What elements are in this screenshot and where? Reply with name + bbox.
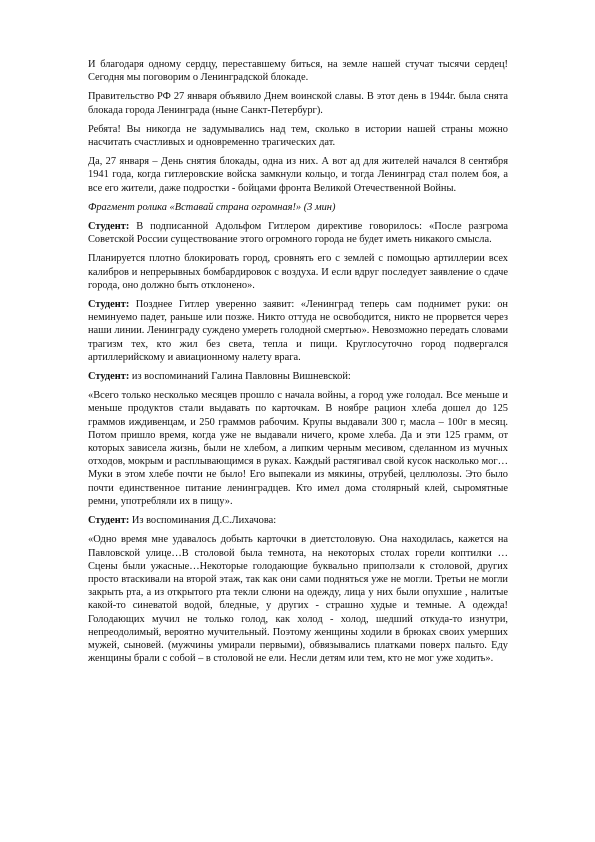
student-directive-paragraph: Студент: В подписанной Адольфом Гитлером директиве говорилось: «После разгрома Советской России существование этого огромного города не будет иметь никакого смысла.	[88, 221, 508, 246]
vishnevskaya-quote: «Всего только несколько месяцев прошло с начала войны, а город уже голодал. Все меньше и меньше продуктов стали выдавать по карточкам. В ноябре рацион хлеба дошел до 125 граммов иждивенцам, и 250 граммов рабочим. Крупы выдавали 300 г, масла – 100г в месяц. Потом пришло время, когда уже не выдавали ничего, кроме хлеба. Да и эти 125 грамм, от которых зависела жизнь, были не хлебом, а липким черным месивом, сделанном из мучных отходов, мокрым и расплывающимся в руках. Каждый растягивал свой кусок насколько мог… Муки в этом хлебе почти не было! Его выпекали из мякины, отрубей, целлюлозы. Это было почти единственное питание ленинградцев. Кто имел дома столярный клей, сыромятные ремни, употребляли их в пищу».	[88, 390, 508, 507]
student-likhachev-intro: Студент: Из воспоминания Д.С.Лихачова:	[88, 515, 277, 527]
speaker-label: Студент:	[88, 221, 130, 233]
speaker-label: Студент:	[88, 371, 130, 383]
student-hitler-paragraph: Студент: Позднее Гитлер уверенно заявит: «Ленинград теперь сам поднимет руки: он неминуемо падет, раньше или позже. Никто оттуда не освободится, никто не прорвется через наши линии. Ленинграду суждено умереть голодной смертью». Невозможно передать словами трагизм тех, кто жил без света, тепла и пищи. Круглосуточно город подвергался артиллерийскому и авиационному налету врага.	[88, 299, 508, 363]
intro-paragraph: И благодаря одному сердцу, переставшему биться, на земле нашей стучат тысячи сердец! Сегодня мы поговорим о Ленинградской блокаде.	[88, 59, 508, 84]
victory-day-paragraph: Правительство РФ 27 января объявило Днем воинской славы. В этот день в 1944г. была снята блокада города Ленинграда (ныне Санкт-Петербург).	[88, 91, 508, 116]
student-vishnevskaya-intro: Студент: из воспоминаний Галина Павловны Вишневской:	[88, 371, 351, 383]
siege-start-paragraph: Да, 27 января – День снятия блокады, одна из них. А вот ад для жителей начался 8 сентября 1941 года, когда гитлеровские войска замкнули кольцо, и тогда Ленинград стал полем боя, а все его жители, даже подростки - бойцами фронта Великой Отечественной Войны.	[88, 156, 508, 194]
speaker-label: Студент:	[88, 299, 130, 311]
likhachev-quote: «Одно время мне удавалось добыть карточки в диетстоловую. Она находилась, кажется на Павловской улице…В столовой была темнота, на некоторых столах горели коптилки … Сцены были ужасные…Некоторые голодающие буквально приползали к столовой, других просто втаскивали на второй этаж, так как они сами подняться уже не могли. Третьи не могли закрыть рта, а из открытого рта текли слюни на одежду, лица у них были опухшие , налитые какой-то синеватой водой, бледные, у других - страшно худые и темные. А одежда! Голодающих мучил не только голод, как холод - холод, шедший откуда-то изнутри, непреодолимый, вероятно мучительный. Поэтому женщины ходили в брюках своих умерших мужей, сыновей. (мужчины умирали первыми), обвязывались платками поверх пальто. Еду женщины брали с собой – в столовой не ели. Несли детям или тем, кто не мог уже ходить».	[88, 534, 508, 665]
dates-paragraph: Ребята! Вы никогда не задумывались над тем, сколько в истории нашей страны можно насчитать счастливых и одновременно трагических дат.	[88, 123, 508, 149]
speaker-label: Студент:	[88, 515, 130, 527]
document-body	[88, 58, 508, 671]
blockade-plan-paragraph: Планируется плотно блокировать город, сровнять его с землей с помощью артиллерии всех калибров и непрерывных бомбардировок с воздуха. И если вдруг последует заявление о сдаче города, оно должно быть отклонено».	[88, 253, 508, 291]
video-fragment-note: Фрагмент ролика «Вставай страна огромная!» (3 мин)	[88, 201, 336, 213]
